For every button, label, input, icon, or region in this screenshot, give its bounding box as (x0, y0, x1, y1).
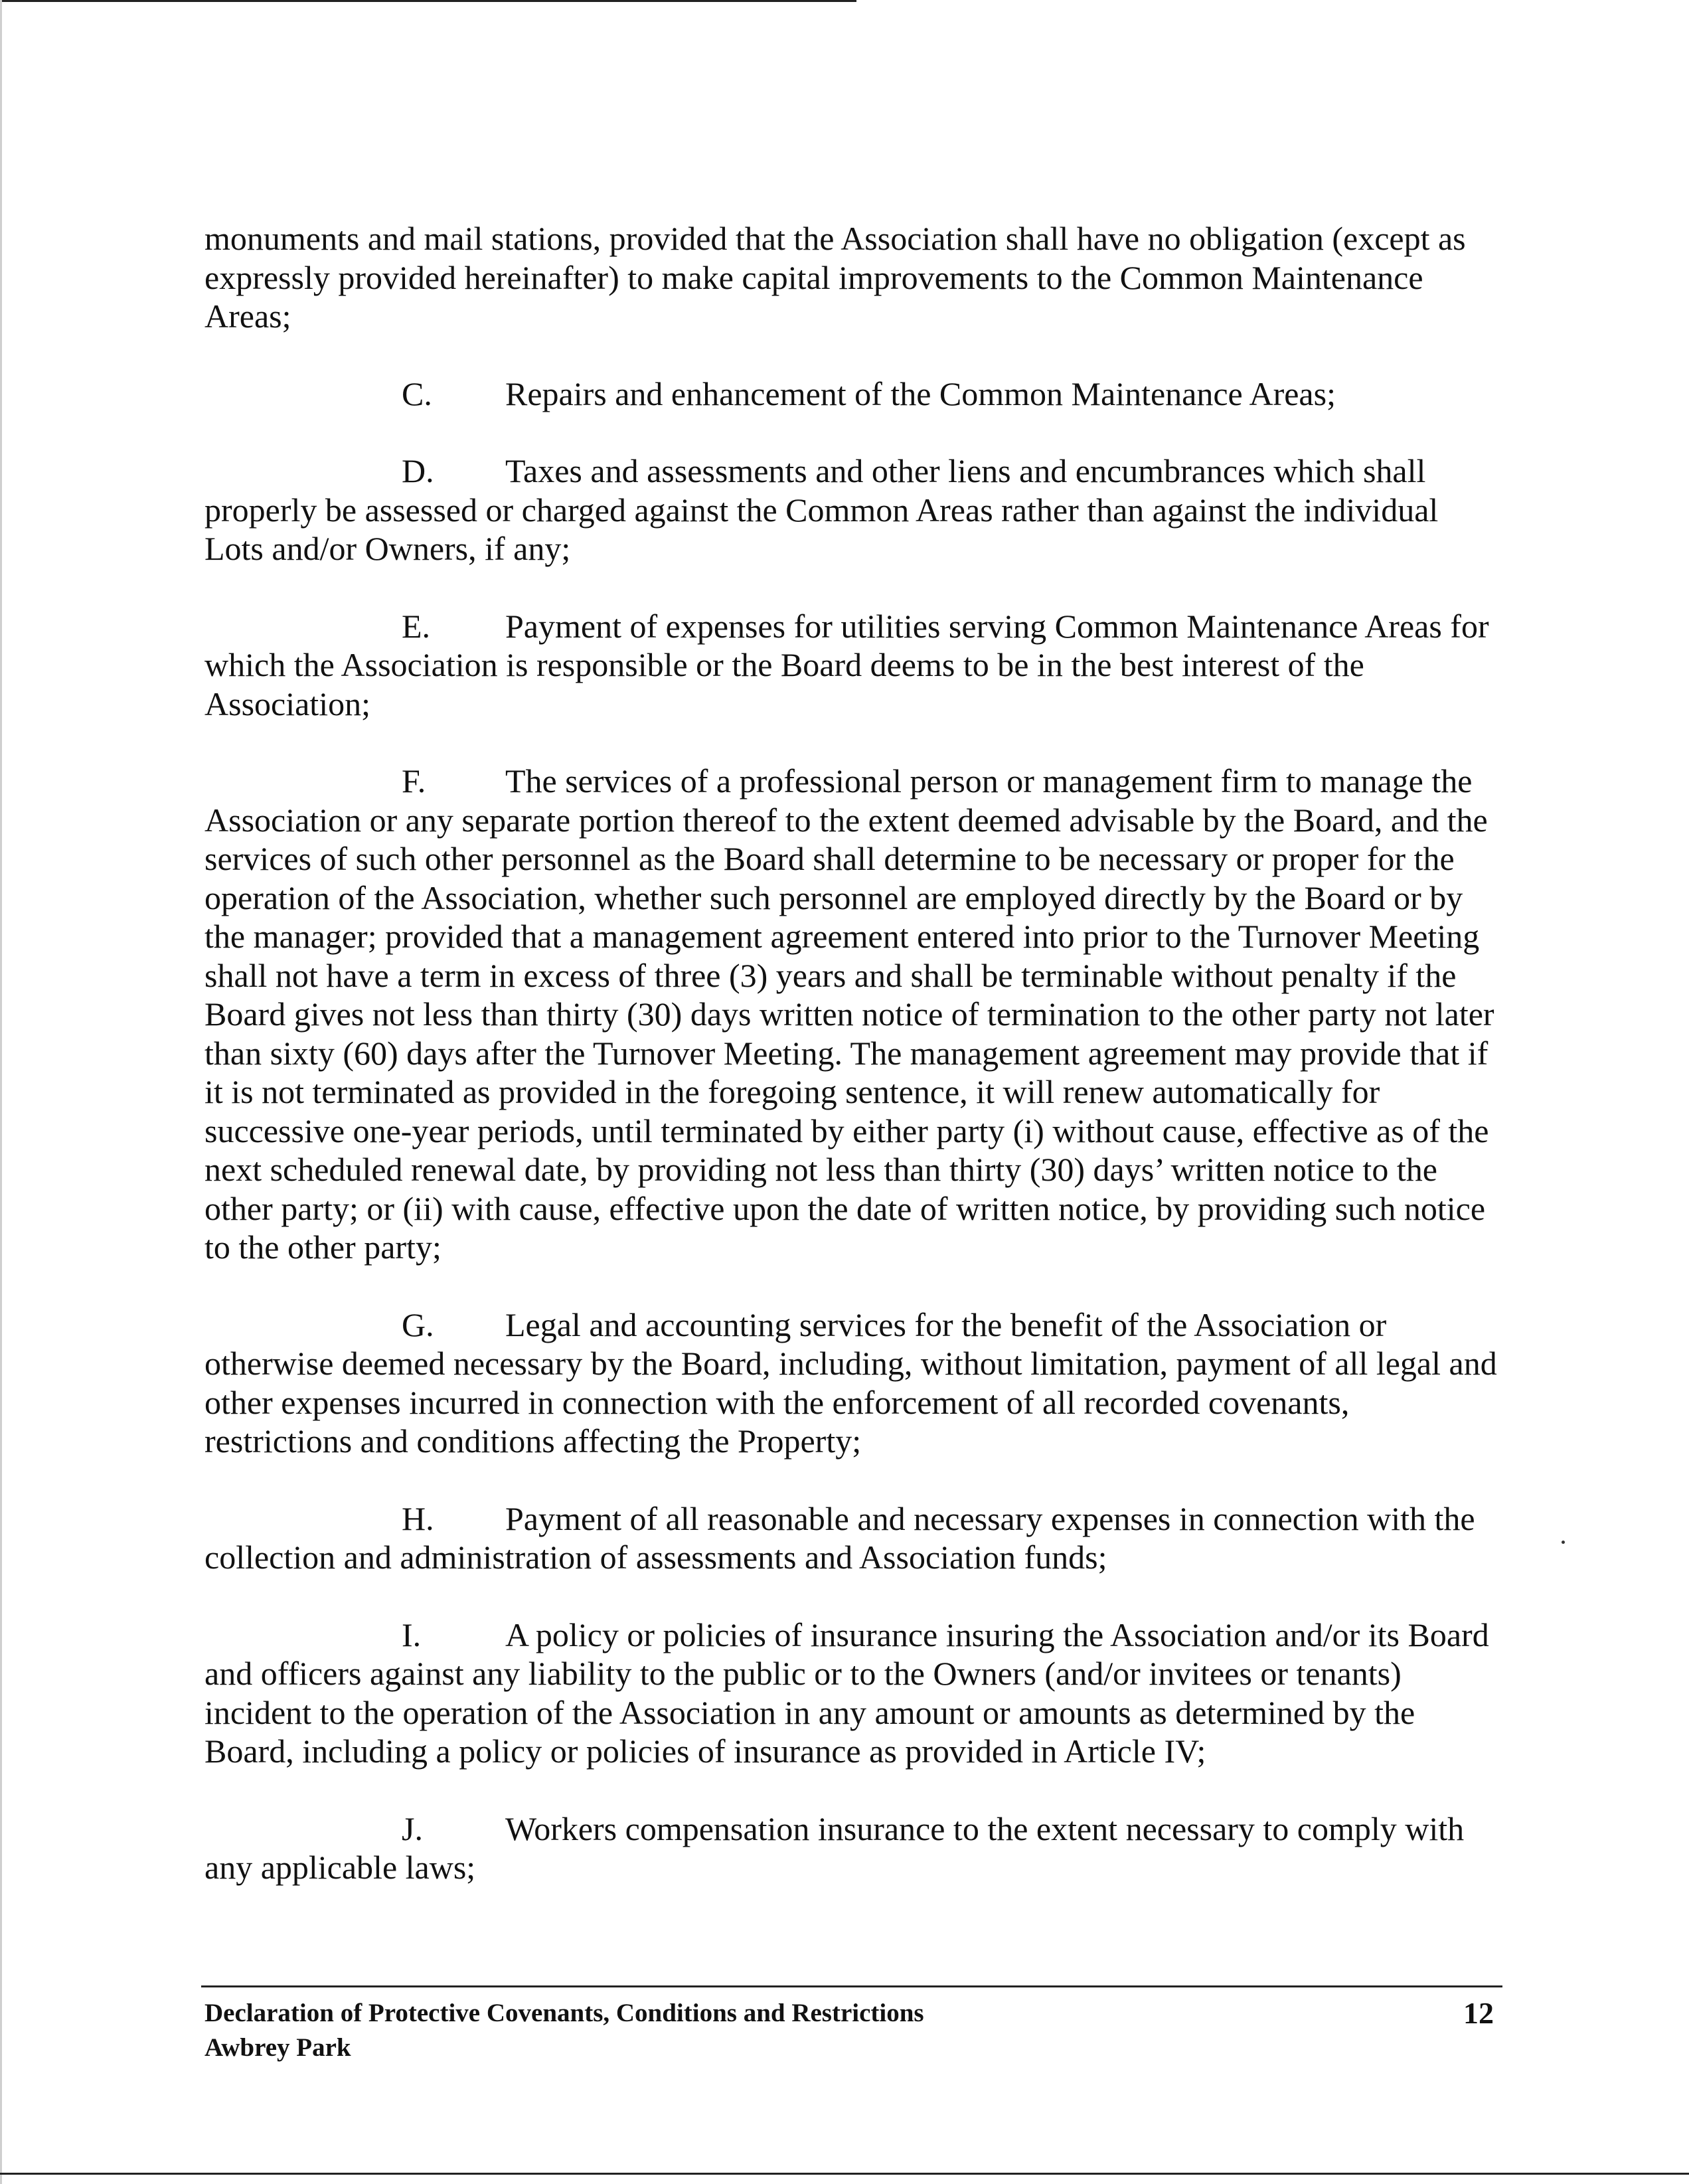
clause-letter: H. (402, 1499, 434, 1537)
clause-text: Legal and accounting services for the benefit of the Association or otherwise deemed necessary by the Board, including, without limitation, payment of all legal and other expenses incurred in connection with the enforcement of all recorded covenants, restrictions and conditions affecting the Property; (204, 1305, 1497, 1460)
scan-speck (1562, 1541, 1565, 1544)
clause-c (204, 375, 1499, 414)
clause-j (204, 1809, 1499, 1887)
page-number: 12 (1463, 1996, 1494, 2030)
clause-letter: D. (402, 452, 434, 489)
continuation-paragraph: monuments and mail stations, provided that the Association shall have no obligation (except as expressly provided hereinafter) to make capital improvements to the Common Maintenance Areas; (204, 220, 1466, 335)
document-body (204, 219, 1499, 1926)
clause-letter: G. (402, 1305, 434, 1343)
scan-left-edge (0, 0, 2, 2184)
clause-text: Payment of all reasonable and necessary expenses in connection with the collection and administration of assessments and Association funds; (204, 1499, 1475, 1576)
clause-letter: J. (402, 1809, 423, 1847)
clause-i (204, 1616, 1499, 1771)
clause-f (204, 762, 1499, 1267)
page-footer (204, 1996, 1499, 2065)
clause-text: The services of a professional person or management firm to manage the Association or any separate portion thereof to the extent deemed advisable by the Board, and the services of such other personnel as the Board shall determine to be necessary or proper for the operation of the Association, whether such personnel are employed directly by the Board or by the manager; provided that a management agreement entered into prior to the Turnover Meeting shall not have a term in excess of three (3) years and shall be terminable without penalty if the Board gives not less than thirty (30) days written notice of termination to the other party not later than sixty (60) days after the Turnover Meeting. The management agreement may provide that if it is not terminated as provided in the foregoing sentence, it will renew automatically for successive one-year periods, until terminated by either party (i) without cause, effective as of the next scheduled renewal date, by providing not less than thirty (30) days’ written notice to the other party; or (ii) with cause, effective upon the date of written notice, by providing such notice to the other party; (204, 762, 1494, 1266)
scan-bottom-edge (0, 2173, 1689, 2175)
clause-text: Payment of expenses for utilities serving Common Maintenance Areas for which the Association is responsible or the Board deems to be in the best interest of the Association; (204, 607, 1489, 722)
footer-document-title: Declaration of Protective Covenants, Conditions and Restrictions (204, 1999, 924, 2027)
clause-text: Repairs and enhancement of the Common Maintenance Areas; (505, 375, 1336, 412)
scan-top-edge (0, 0, 856, 2)
clause-letter: I. (402, 1616, 422, 1653)
clause-letter: F. (402, 762, 426, 799)
clause-d (204, 452, 1499, 568)
footer-subtitle: Awbrey Park (204, 2033, 351, 2062)
clause-h (204, 1499, 1499, 1577)
clause-letter: E. (402, 607, 431, 645)
clause-g (204, 1305, 1499, 1461)
footer-divider (201, 1985, 1502, 1987)
clause-text: Taxes and assessments and other liens and encumbrances which shall properly be assessed or charged against the Common Areas rather than against the individual Lots and/or Owners, if any; (204, 452, 1439, 567)
clause-letter: C. (402, 375, 432, 412)
clause-text: Workers compensation insurance to the extent necessary to comply with any applicable laws; (204, 1809, 1465, 1886)
clause-text: A policy or policies of insurance insuring the Association and/or its Board and officers against any liability to the public or to the Owners (and/or invitees or tenants) incident to the operation of the Association in any amount or amounts as determined by the Board, including a policy or policies of insurance as provided in Article IV; (204, 1616, 1489, 1770)
clause-e (204, 607, 1499, 724)
